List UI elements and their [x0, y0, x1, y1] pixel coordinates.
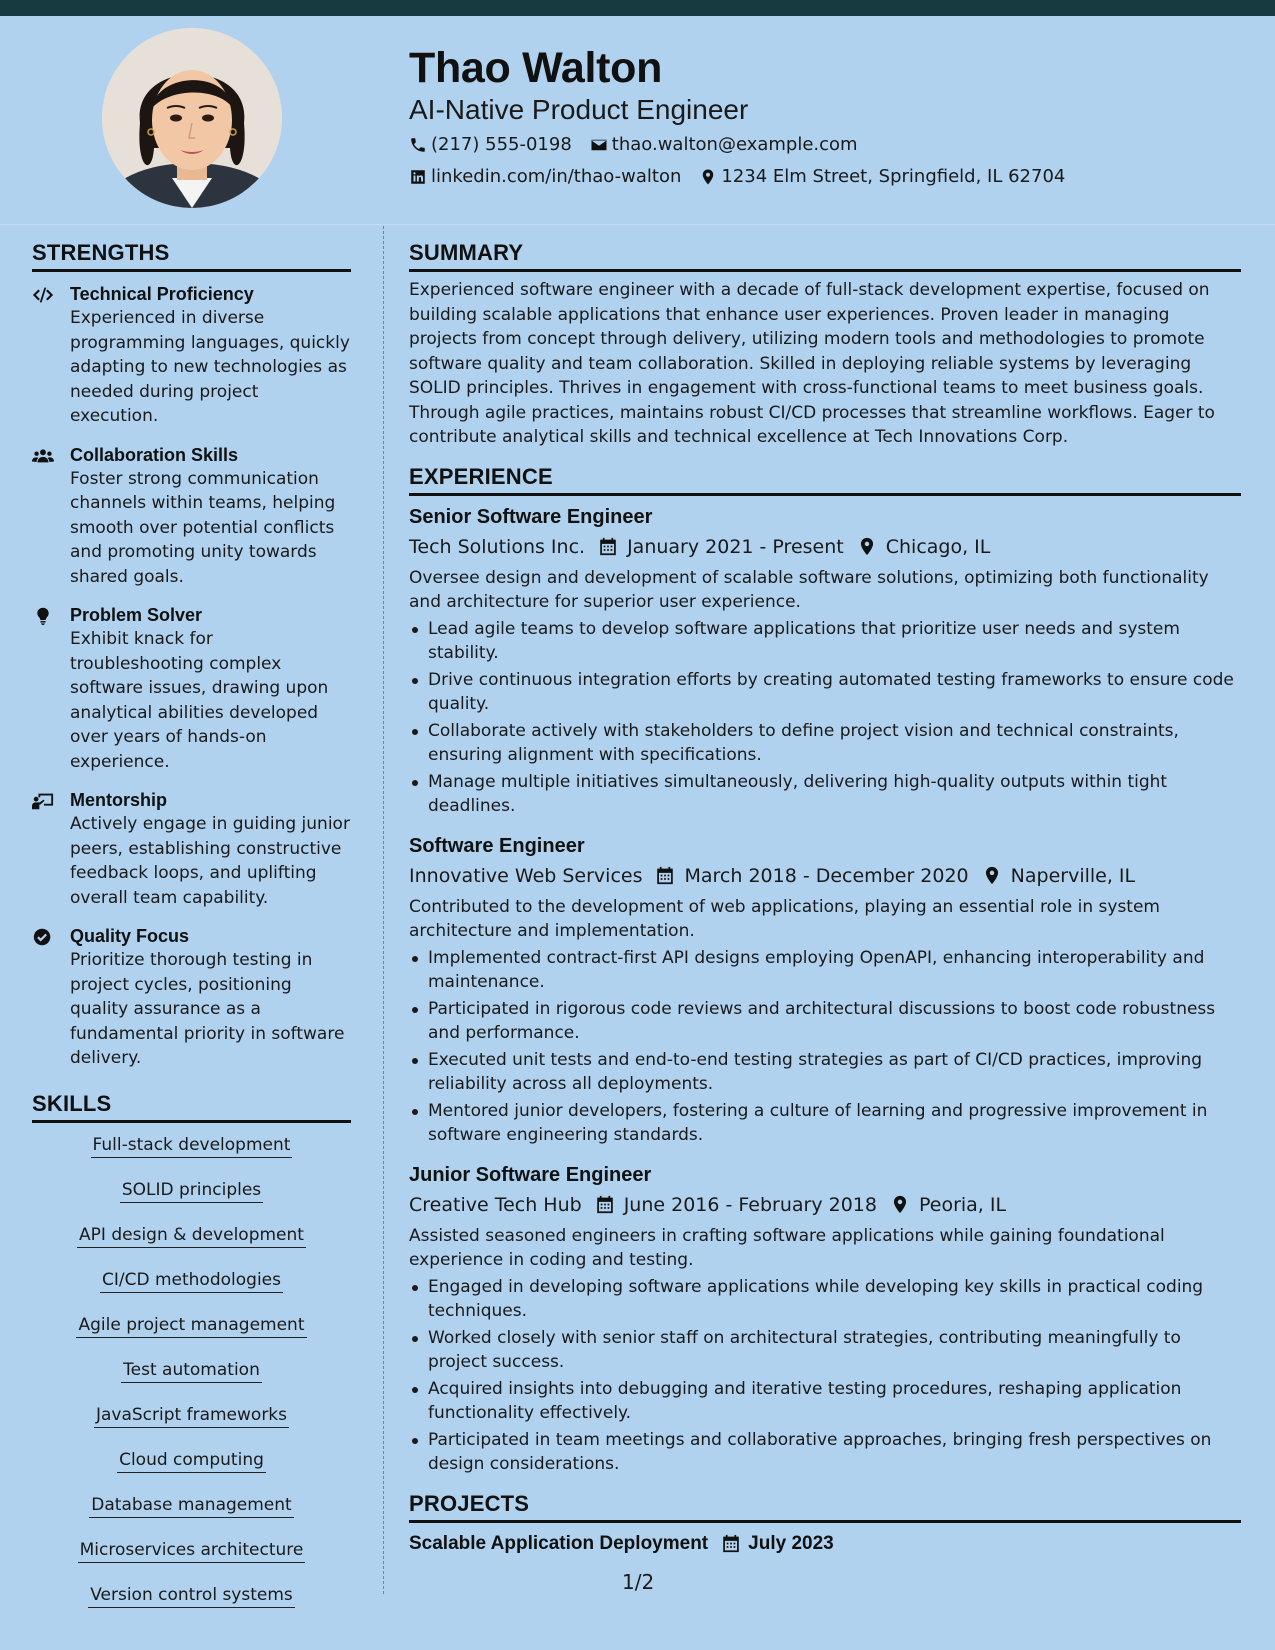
skill-tag: Microservices architecture	[78, 1536, 306, 1563]
skill-tag: JavaScript frameworks	[94, 1401, 289, 1428]
map-pin-icon	[983, 866, 1001, 885]
job-dates-text: January 2021 - Present	[627, 535, 844, 558]
job-bullet: Acquired insights into debugging and iterative testing procedures, reshaping application functionality effectively.	[409, 1377, 1241, 1426]
phone-text: (217) 555-0198	[431, 134, 572, 155]
strength-title: Mentorship	[70, 790, 167, 810]
experience-heading: EXPERIENCE	[409, 464, 1241, 496]
lightbulb-icon	[32, 606, 54, 626]
contact-row-2	[409, 166, 1083, 187]
skill-tag: Version control systems	[88, 1581, 295, 1608]
calendar-icon	[596, 1195, 614, 1214]
calendar-icon	[656, 866, 674, 885]
job-dates-text: March 2018 - December 2020	[684, 864, 969, 887]
job-desc: Oversee design and development of scalable software solutions, optimizing both functionality and architecture for superior user experience.	[409, 567, 1209, 612]
skill-tag: Agile project management	[76, 1311, 306, 1338]
skills-list	[32, 1131, 351, 1626]
strength-title: Collaboration Skills	[70, 444, 239, 465]
job-company: Innovative Web Services	[409, 864, 643, 887]
job-bullets	[409, 1275, 1241, 1477]
summary-heading: SUMMARY	[409, 240, 1241, 272]
job-title: Software Engineer	[409, 834, 585, 857]
strengths-heading: STRENGTHS	[32, 240, 351, 272]
summary-text: Experienced software engineer with a decade of full-stack development expertise, focused on building scalable applications that enhance user experiences. Proven leader in managing projects from concept through delivery, utilizing modern tools and methodologies to promote software quality and team collaboration. Skilled in deploying reliable systems by leveraging SOLID principles. Thrives in engagement with cross-functional teams to meet business goals. Through agile practices, maintains robust CI/CD processes that streamline workflows. Eager to contribute analytical skills and technical excellence at Tech Innovations Corp.	[409, 280, 1215, 447]
contact-row-1	[409, 134, 876, 155]
strength-desc: Actively engage in guiding junior peers, establishing constructive feedback loops, and uplifting overall team capability.	[70, 814, 350, 908]
calendar-icon	[599, 537, 617, 556]
users-icon	[32, 446, 54, 466]
job-bullet: Drive continuous integration efforts by creating automated testing frameworks to ensure code quality.	[409, 668, 1241, 717]
job-dates	[596, 1192, 877, 1218]
map-pin-icon	[858, 537, 876, 556]
job-entry	[409, 1162, 1241, 1477]
job-desc: Contributed to the development of web applications, playing an essential role in system architecture and implementation.	[409, 896, 1160, 941]
job-bullet: Lead agile teams to develop software applications that prioritize user needs and system stability.	[409, 617, 1241, 666]
job-entry	[409, 504, 1241, 819]
contact-address	[699, 166, 1065, 187]
profile-photo-illustration	[102, 28, 282, 208]
projects-section	[409, 1491, 1241, 1555]
candidate-name: Thao Walton	[409, 44, 663, 92]
project-date: July 2023	[748, 1532, 834, 1554]
contact-linkedin[interactable]	[409, 166, 681, 187]
job-bullet: Implemented contract-first API designs employing OpenAPI, enhancing interoperability and maintenance.	[409, 946, 1241, 995]
job-location	[983, 863, 1135, 889]
job-location-text: Peoria, IL	[918, 1193, 1007, 1216]
projects-heading: PROJECTS	[409, 1491, 1241, 1523]
strength-item	[32, 603, 351, 774]
strength-title: Technical Proficiency	[70, 284, 254, 304]
job-bullet: Manage multiple initiatives simultaneously, delivering high-quality outputs within tight deadlines.	[409, 770, 1241, 819]
job-bullets	[409, 617, 1241, 819]
experience-section	[409, 464, 1241, 1477]
job-dates	[599, 534, 844, 560]
envelope-icon	[590, 136, 608, 154]
column-divider	[383, 226, 384, 1594]
page-number: 1/2	[622, 1570, 655, 1594]
profile-photo	[102, 28, 282, 208]
skill-tag: API design & development	[77, 1221, 306, 1248]
email-text: thao.walton@example.com	[611, 134, 858, 155]
strength-desc: Prioritize thorough testing in project cycles, positioning quality assurance as a fundamental priority in software delivery.	[70, 950, 345, 1068]
address-text: 1234 Elm Street, Springfield, IL 62704	[721, 166, 1066, 187]
project-title: Scalable Application Deployment	[409, 1532, 709, 1554]
job-bullet: Participated in team meetings and collaborative approaches, bringing fresh perspectives on design considerations.	[409, 1428, 1241, 1477]
strength-desc: Foster strong communication channels within teams, helping smooth over potential conflicts and promoting unity towards shared goals.	[70, 468, 336, 587]
code-icon	[32, 285, 54, 305]
job-meta	[409, 534, 1241, 560]
job-desc: Assisted seasoned engineers in crafting software applications while gaining foundational experience in coding and testing.	[409, 1225, 1165, 1270]
job-bullet: Engaged in developing software applications while developing key skills in practical coding techniques.	[409, 1275, 1241, 1324]
right-column	[409, 240, 1241, 1569]
job-bullet: Participated in rigorous code reviews and architectural discussions to boost code robustness and performance.	[409, 997, 1241, 1046]
header-divider	[0, 224, 1275, 225]
strengths-list	[32, 282, 351, 1071]
strength-desc: Experienced in diverse programming languages, quickly adapting to new technologies as needed during project execution.	[70, 308, 350, 426]
job-company: Tech Solutions Inc.	[409, 535, 586, 558]
job-location-text: Naperville, IL	[1010, 864, 1136, 887]
job-location	[891, 1192, 1006, 1218]
project-entry	[409, 1533, 1241, 1555]
strength-item	[32, 282, 351, 429]
job-dates-text: June 2016 - February 2018	[623, 1193, 877, 1216]
skill-tag: Test automation	[121, 1356, 262, 1383]
strength-item	[32, 443, 351, 590]
job-bullet: Collaborate actively with stakeholders to define project vision and technical constraints, ensuring alignment with specifications.	[409, 719, 1241, 768]
skill-tag: SOLID principles	[120, 1176, 263, 1203]
skill-tag: CI/CD methodologies	[100, 1266, 283, 1293]
skill-tag: Database management	[89, 1491, 293, 1518]
strength-title: Quality Focus	[70, 926, 190, 946]
strength-item	[32, 924, 351, 1071]
linkedin-text: linkedin.com/in/thao-walton	[431, 166, 682, 187]
map-pin-icon	[699, 168, 717, 186]
job-bullets	[409, 946, 1241, 1148]
candidate-role: AI-Native Product Engineer	[409, 94, 749, 125]
skill-tag: Cloud computing	[117, 1446, 266, 1473]
strength-item	[32, 788, 351, 910]
summary-section	[409, 240, 1241, 450]
job-title: Senior Software Engineer	[409, 505, 653, 528]
calendar-icon	[722, 1534, 740, 1553]
contact-phone[interactable]	[409, 134, 572, 155]
skill-tag: Full-stack development	[91, 1131, 293, 1158]
contact-email[interactable]	[590, 134, 858, 155]
strength-desc: Exhibit knack for troubleshooting complex software issues, drawing upon analytical abilities developed over years of hands-on experience.	[70, 629, 329, 772]
top-accent-bar	[0, 0, 1275, 16]
job-bullet: Worked closely with senior staff on architectural strategies, contributing meaningfully to project success.	[409, 1326, 1241, 1375]
job-title: Junior Software Engineer	[409, 1163, 652, 1186]
check-circle-icon	[32, 927, 54, 947]
phone-icon	[409, 136, 427, 154]
left-column	[32, 240, 351, 1626]
job-bullet: Mentored junior developers, fostering a culture of learning and progressive improvement in software engineering standards.	[409, 1099, 1241, 1148]
job-meta	[409, 863, 1241, 889]
skills-heading: SKILLS	[32, 1091, 351, 1123]
job-meta	[409, 1192, 1241, 1218]
teacher-icon	[32, 791, 54, 811]
map-pin-icon	[891, 1195, 909, 1214]
job-location-text: Chicago, IL	[885, 535, 991, 558]
strength-title: Problem Solver	[70, 605, 203, 625]
job-company: Creative Tech Hub	[409, 1193, 582, 1216]
linkedin-icon	[409, 168, 427, 186]
job-entry	[409, 833, 1241, 1148]
job-location	[858, 534, 991, 560]
job-bullet: Executed unit tests and end-to-end testing strategies as part of CI/CD practices, improving reliability across all deployments.	[409, 1048, 1241, 1097]
job-dates	[656, 863, 968, 889]
